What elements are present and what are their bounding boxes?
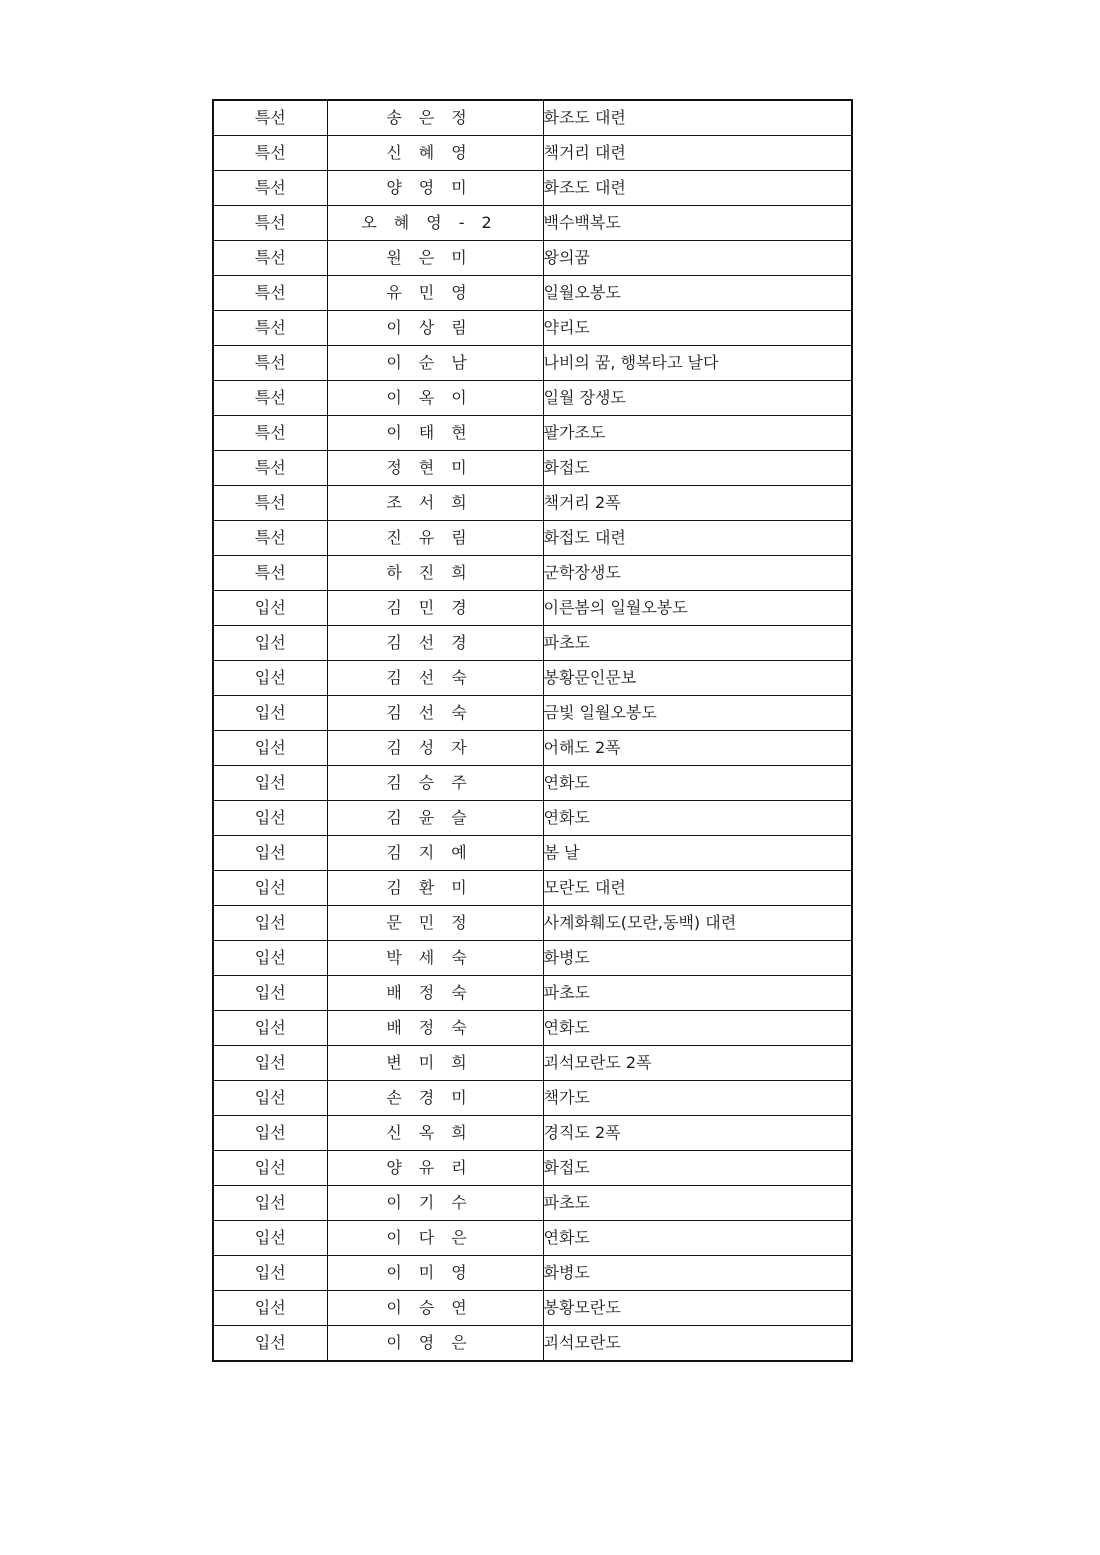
award-cell: 특선 (213, 311, 327, 346)
title-cell: 일월 장생도 (543, 381, 852, 416)
name-cell: 김선숙 (327, 696, 543, 731)
table-row (213, 556, 852, 591)
title-cell: 화조도 대련 (543, 171, 852, 206)
awards-table (212, 99, 853, 1362)
award-cell: 입선 (213, 836, 327, 871)
name-cell: 이상림 (327, 311, 543, 346)
title-cell: 일월오봉도 (543, 276, 852, 311)
award-cell: 입선 (213, 731, 327, 766)
table-row (213, 626, 852, 661)
title-cell: 군학장생도 (543, 556, 852, 591)
name-cell: 손경미 (327, 1081, 543, 1116)
award-cell: 입선 (213, 1221, 327, 1256)
award-cell: 특선 (213, 206, 327, 241)
awards-table-body (213, 100, 852, 1361)
name-cell: 유민영 (327, 276, 543, 311)
table-row (213, 696, 852, 731)
name-cell: 김선숙 (327, 661, 543, 696)
award-cell: 특선 (213, 556, 327, 591)
award-cell: 입선 (213, 696, 327, 731)
table-row (213, 206, 852, 241)
name-cell: 송은정 (327, 100, 543, 136)
title-cell: 팔가조도 (543, 416, 852, 451)
title-cell: 화조도 대련 (543, 100, 852, 136)
name-cell: 김민경 (327, 591, 543, 626)
title-cell: 연화도 (543, 1011, 852, 1046)
name-cell: 김지예 (327, 836, 543, 871)
name-cell: 오혜영-2 (327, 206, 543, 241)
table-row (213, 871, 852, 906)
title-cell: 금빛 일월오봉도 (543, 696, 852, 731)
name-cell: 변미희 (327, 1046, 543, 1081)
table-row (213, 486, 852, 521)
award-cell: 특선 (213, 486, 327, 521)
table-row (213, 416, 852, 451)
name-cell: 김승주 (327, 766, 543, 801)
award-cell: 특선 (213, 171, 327, 206)
table-row (213, 1326, 852, 1362)
award-cell: 특선 (213, 276, 327, 311)
name-cell: 이순남 (327, 346, 543, 381)
title-cell: 왕의꿈 (543, 241, 852, 276)
award-cell: 특선 (213, 521, 327, 556)
table-row (213, 346, 852, 381)
award-cell: 특선 (213, 416, 327, 451)
table-row (213, 171, 852, 206)
title-cell: 이른봄의 일월오봉도 (543, 591, 852, 626)
name-cell: 이다은 (327, 1221, 543, 1256)
award-cell: 특선 (213, 381, 327, 416)
award-cell: 입선 (213, 1326, 327, 1362)
table-row (213, 136, 852, 171)
award-cell: 특선 (213, 136, 327, 171)
table-row (213, 381, 852, 416)
table-row (213, 1186, 852, 1221)
table-row (213, 1046, 852, 1081)
name-cell: 진유림 (327, 521, 543, 556)
table-row (213, 1151, 852, 1186)
award-cell: 입선 (213, 1046, 327, 1081)
table-row (213, 661, 852, 696)
name-cell: 이기수 (327, 1186, 543, 1221)
table-row (213, 451, 852, 486)
title-cell: 나비의 꿈, 행복타고 날다 (543, 346, 852, 381)
title-cell: 연화도 (543, 801, 852, 836)
title-cell: 파초도 (543, 1186, 852, 1221)
name-cell: 이옥이 (327, 381, 543, 416)
title-cell: 사계화훼도(모란,동백) 대련 (543, 906, 852, 941)
title-cell: 백수백복도 (543, 206, 852, 241)
name-cell: 신옥희 (327, 1116, 543, 1151)
table-row (213, 276, 852, 311)
name-cell: 배정숙 (327, 1011, 543, 1046)
name-cell: 김선경 (327, 626, 543, 661)
award-cell: 입선 (213, 626, 327, 661)
name-cell: 박세숙 (327, 941, 543, 976)
table-row (213, 941, 852, 976)
award-cell: 입선 (213, 661, 327, 696)
title-cell: 약리도 (543, 311, 852, 346)
title-cell: 화접도 (543, 451, 852, 486)
name-cell: 신혜영 (327, 136, 543, 171)
name-cell: 원은미 (327, 241, 543, 276)
title-cell: 화병도 (543, 941, 852, 976)
table-row (213, 241, 852, 276)
table-row (213, 836, 852, 871)
name-cell: 하진희 (327, 556, 543, 591)
award-cell: 입선 (213, 1116, 327, 1151)
name-cell: 김환미 (327, 871, 543, 906)
title-cell: 어해도 2폭 (543, 731, 852, 766)
award-cell: 특선 (213, 346, 327, 381)
award-cell: 입선 (213, 906, 327, 941)
title-cell: 연화도 (543, 1221, 852, 1256)
name-cell: 이승연 (327, 1291, 543, 1326)
title-cell: 책거리 대련 (543, 136, 852, 171)
name-cell: 이태현 (327, 416, 543, 451)
award-cell: 입선 (213, 1081, 327, 1116)
name-cell: 이미영 (327, 1256, 543, 1291)
title-cell: 화접도 대련 (543, 521, 852, 556)
award-cell: 특선 (213, 100, 327, 136)
award-cell: 특선 (213, 451, 327, 486)
award-cell: 특선 (213, 241, 327, 276)
name-cell: 양영미 (327, 171, 543, 206)
award-cell: 입선 (213, 1186, 327, 1221)
table-row (213, 1221, 852, 1256)
title-cell: 연화도 (543, 766, 852, 801)
title-cell: 파초도 (543, 976, 852, 1011)
title-cell: 모란도 대련 (543, 871, 852, 906)
title-cell: 괴석모란도 (543, 1326, 852, 1362)
table-row (213, 521, 852, 556)
award-cell: 입선 (213, 1011, 327, 1046)
award-cell: 입선 (213, 941, 327, 976)
name-cell: 양유리 (327, 1151, 543, 1186)
award-cell: 입선 (213, 591, 327, 626)
table-row (213, 311, 852, 346)
table-row (213, 766, 852, 801)
title-cell: 화접도 (543, 1151, 852, 1186)
title-cell: 봉황모란도 (543, 1291, 852, 1326)
award-cell: 입선 (213, 801, 327, 836)
title-cell: 괴석모란도 2폭 (543, 1046, 852, 1081)
name-cell: 조서희 (327, 486, 543, 521)
table-row (213, 731, 852, 766)
title-cell: 경직도 2폭 (543, 1116, 852, 1151)
award-cell: 입선 (213, 1151, 327, 1186)
title-cell: 봄 날 (543, 836, 852, 871)
table-row (213, 1081, 852, 1116)
table-row (213, 1116, 852, 1151)
title-cell: 책거리 2폭 (543, 486, 852, 521)
award-cell: 입선 (213, 1291, 327, 1326)
table-row (213, 1011, 852, 1046)
table-row (213, 1291, 852, 1326)
table-row (213, 1256, 852, 1291)
table-row (213, 801, 852, 836)
table-row (213, 591, 852, 626)
name-cell: 배정숙 (327, 976, 543, 1011)
table-row (213, 100, 852, 136)
title-cell: 책가도 (543, 1081, 852, 1116)
award-cell: 입선 (213, 976, 327, 1011)
title-cell: 파초도 (543, 626, 852, 661)
name-cell: 문민정 (327, 906, 543, 941)
title-cell: 봉황문인문보 (543, 661, 852, 696)
award-cell: 입선 (213, 871, 327, 906)
title-cell: 화병도 (543, 1256, 852, 1291)
name-cell: 정현미 (327, 451, 543, 486)
name-cell: 이영은 (327, 1326, 543, 1362)
table-row (213, 906, 852, 941)
table-row (213, 976, 852, 1011)
award-cell: 입선 (213, 766, 327, 801)
name-cell: 김윤슬 (327, 801, 543, 836)
award-cell: 입선 (213, 1256, 327, 1291)
name-cell: 김성자 (327, 731, 543, 766)
